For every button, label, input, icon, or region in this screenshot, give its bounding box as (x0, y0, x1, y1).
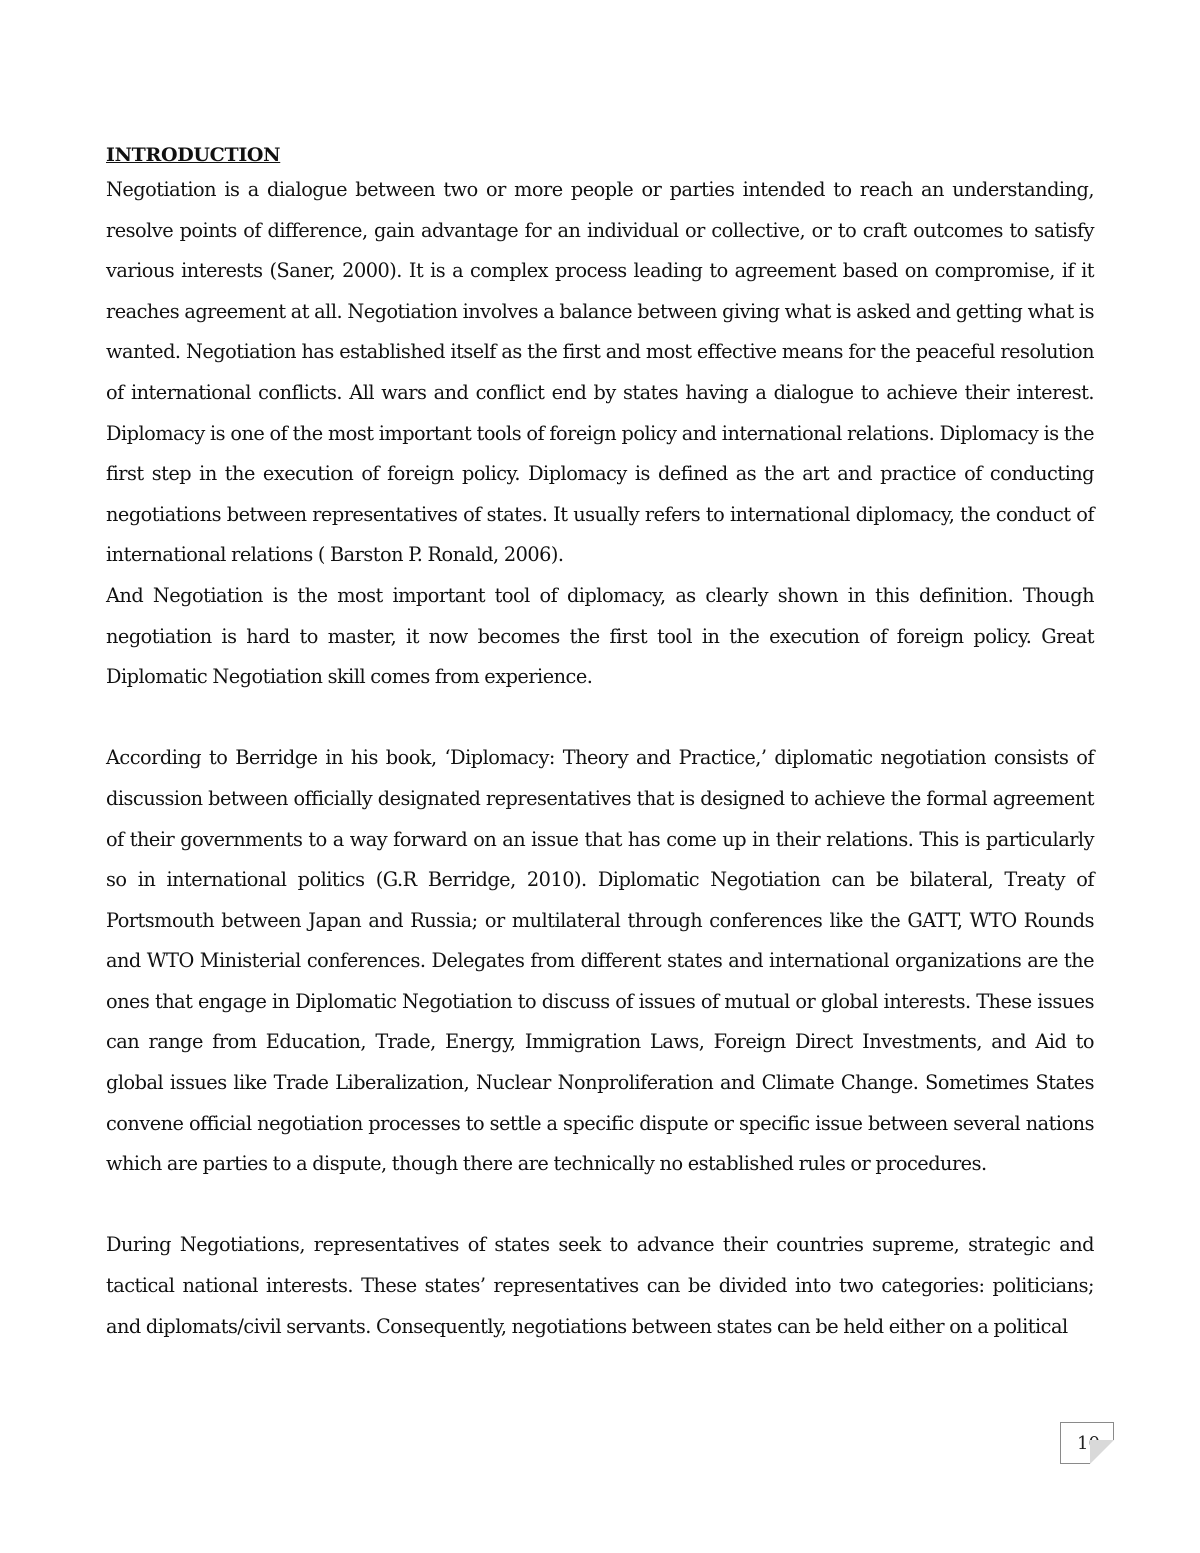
page-number: 10 (1077, 1433, 1100, 1454)
paragraph-2: And Negotiation is the most important tool of diplomacy, as clearly shown in this definition. Though negotiation is hard to master, it now becomes the first tool in the execution of foreign policy. Great Diplomatic Negotiation skill comes from experience. (106, 583, 1094, 689)
paragraph-gap (106, 1185, 1094, 1226)
page-number-box (1060, 1422, 1114, 1464)
paragraph-3: According to Berridge in his book, ‘Diplomacy: Theory and Practice,’ diplomatic negotiation consists of discussion between officially designated representatives that is designed to achieve the formal agreement of their governments to a way forward on an issue that has come up in their relations. This is particularly so in international politics (G.R Berridge, 2010). Diplomatic Negotiation can be bilateral, Treaty of Portsmouth between Japan and Russia; or multilateral through conferences like the GATT, WTO Rounds and WTO Ministerial conferences. Delegates from different states and international organizations are the ones that engage in Diplomatic Negotiation to discuss of issues of mutual or global interests. These issues can range from Education, Trade, Energy, Immigration Laws, Foreign Direct Investments, and Aid to global issues like Trade Liberalization, Nuclear Nonproliferation and Climate Change. Sometimes States convene official negotiation processes to settle a specific dispute or specific issue between several nations which are parties to a dispute, though there are technically no established rules or procedures. (106, 746, 1094, 1176)
paragraph-1: Negotiation is a dialogue between two or more people or parties intended to reach an understanding, resolve points of difference, gain advantage for an individual or collective, or to craft outcomes to satisfy various interests (Saner, 2000). It is a complex process leading to agreement based on compromise, if it reaches agreement at all. Negotiation involves a balance between giving what is asked and getting what is wanted. Negotiation has established itself as the first and most effective means for the peaceful resolution of international conflicts. All wars and conflict end by states having a dialogue to achieve their interest. Diplomacy is one of the most important tools of foreign policy and international relations. Diplomacy is the first step in the execution of foreign policy. Diplomacy is defined as the art and practice of conducting negotiations between representatives of states. It usually refers to international diplomacy, the conduct of international relations ( Barston P. Ronald, 2006). (106, 178, 1094, 567)
folded-corner-icon (1090, 1440, 1114, 1464)
paragraph-gap (106, 698, 1094, 739)
page-content (106, 140, 1094, 1347)
section-heading: INTRODUCTION (106, 144, 281, 166)
paragraph-4: During Negotiations, representatives of states seek to advance their countries supreme, strategic and tactical national interests. These states’ representatives can be divided into two categories: politicians; and diplomats/civil servants. Consequently, negotiations between states can be held either on a political (106, 1233, 1094, 1338)
